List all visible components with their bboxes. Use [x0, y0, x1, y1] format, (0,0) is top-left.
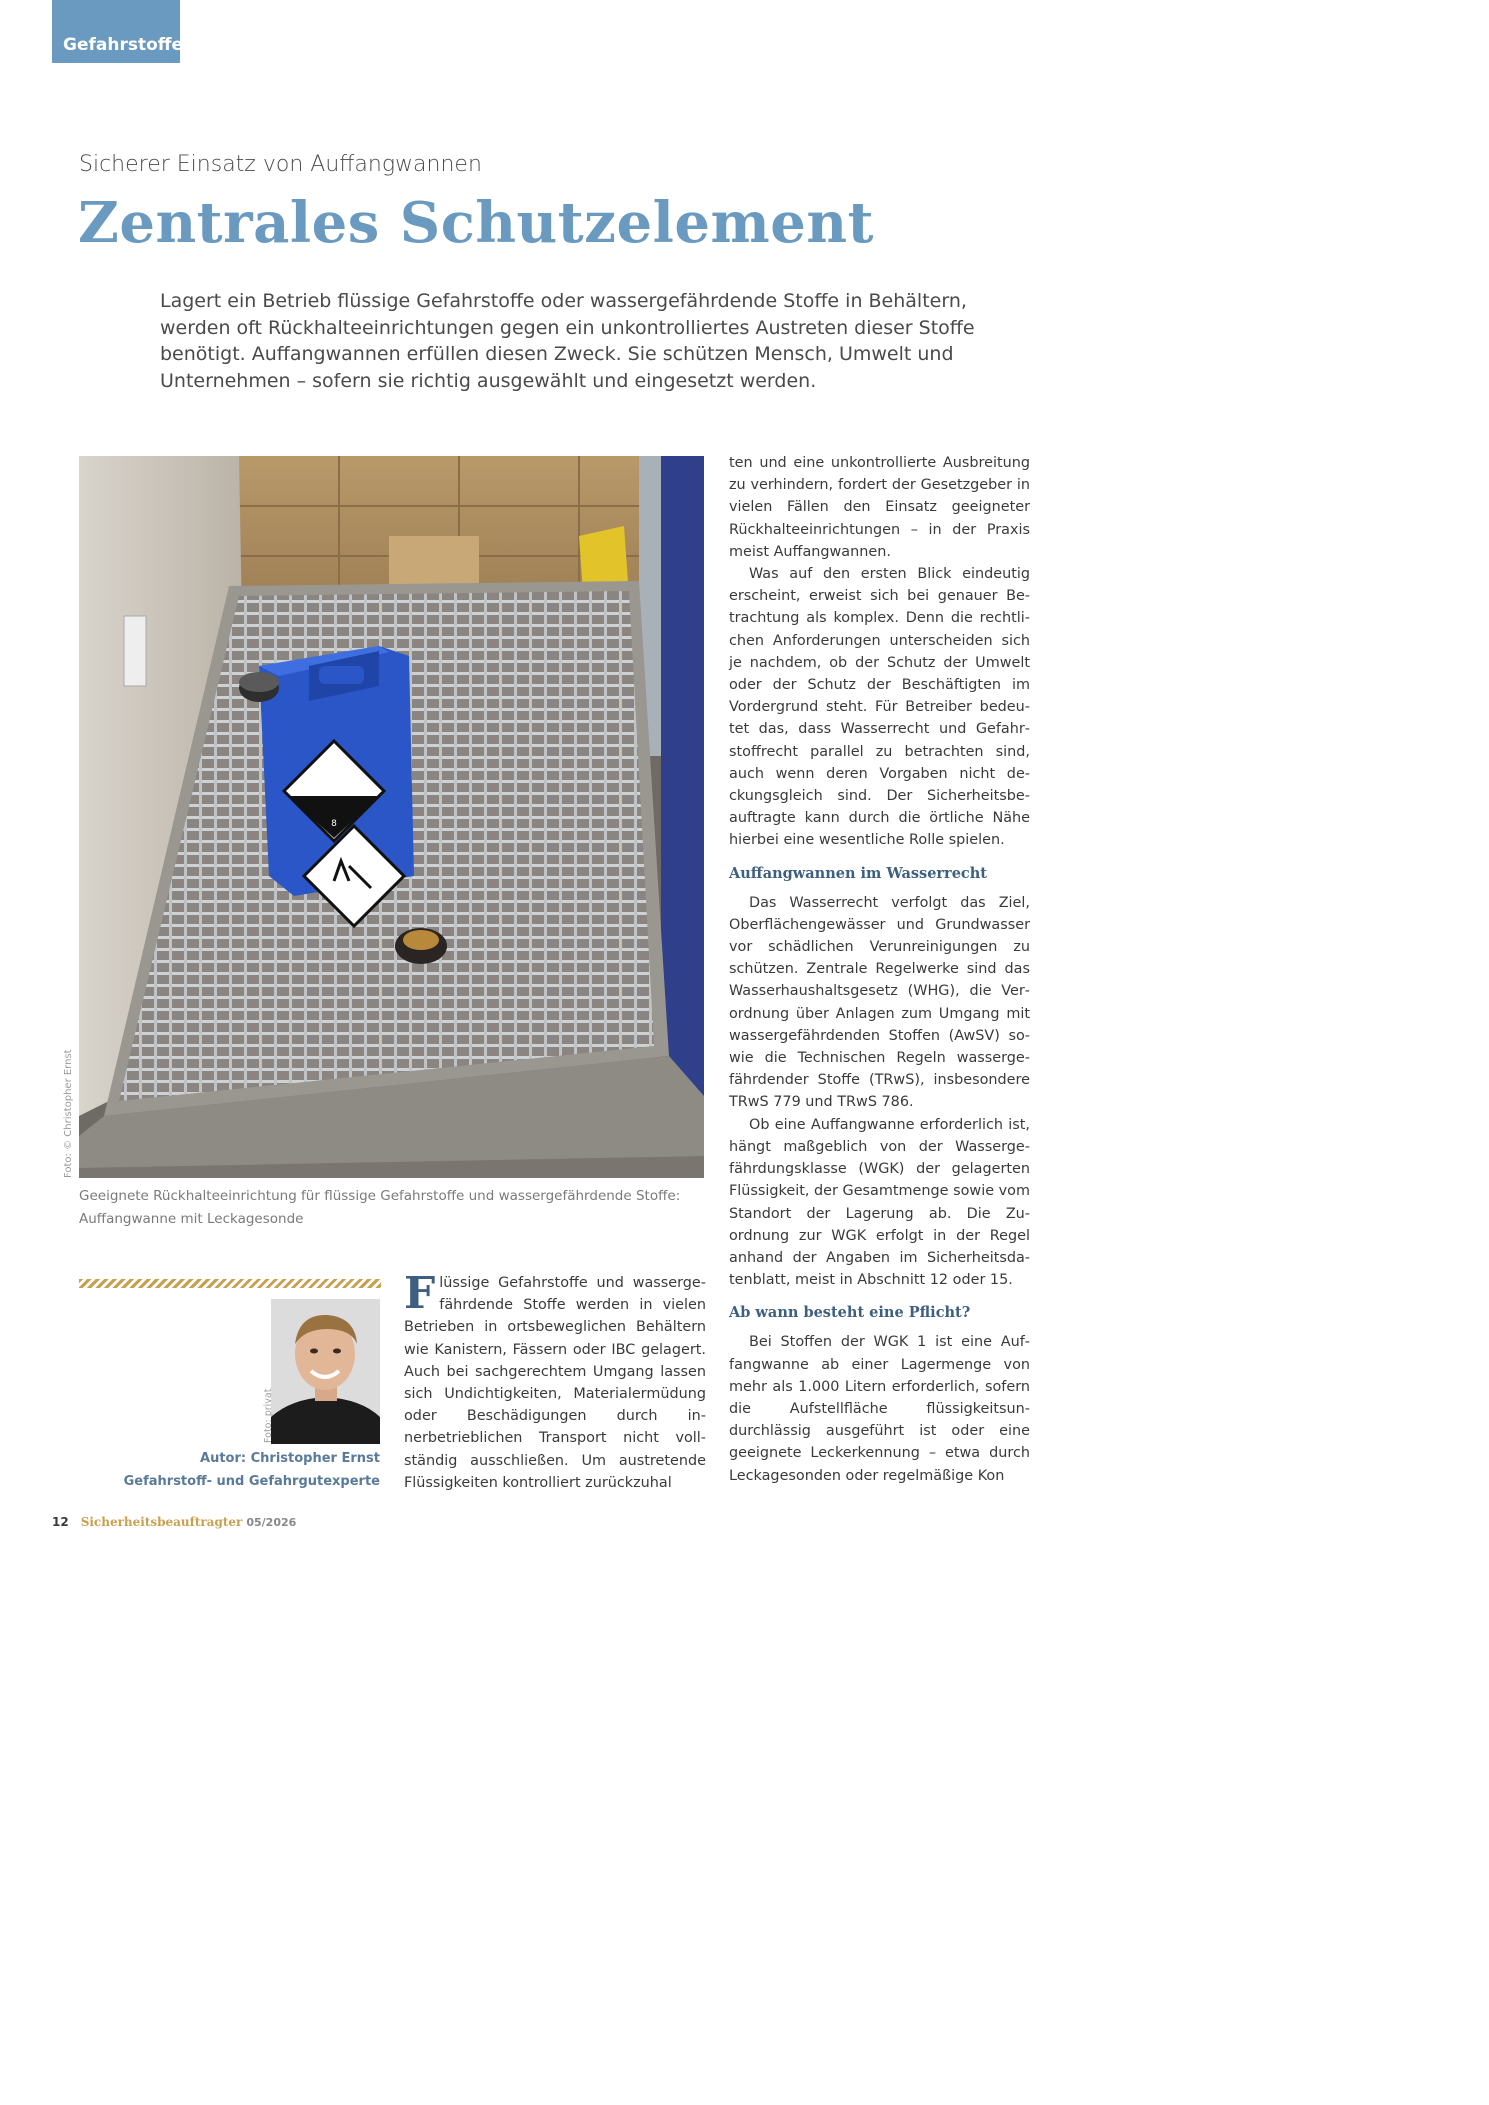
- author-divider: [79, 1279, 381, 1288]
- body-column-middle: [404, 1268, 706, 1494]
- article-headline: Zentrales Schutzelement: [78, 190, 874, 256]
- section-tab: Gefahrstoffe: [52, 0, 180, 63]
- article-kicker: Sicherer Einsatz von Auffangwannen: [79, 152, 482, 177]
- subheading-wasserrecht: Auffangwannen im Wasserrecht: [729, 864, 987, 882]
- hazard-number: 8: [331, 819, 337, 829]
- article-photo: [79, 456, 704, 1178]
- page-number: 12: [52, 1515, 69, 1529]
- magazine-name: Sicherheitsbeauftragter: [80, 1515, 243, 1529]
- photo-credit: Foto: © Christopher Ernst: [63, 1049, 74, 1178]
- author-portrait: [271, 1299, 380, 1444]
- author-name: Autor: Christopher Ernst: [200, 1451, 380, 1466]
- page-footer: [52, 1515, 296, 1529]
- photo-caption: Geeignete Rückhalteeinrichtung für flüssige Gefahrstoffe und wassergefährdende Stoffe: Auffangwanne mit Leckagesonde: [79, 1188, 681, 1227]
- author-photo-credit: Foto: privat: [263, 1388, 274, 1443]
- dropcap: F: [404, 1268, 436, 1319]
- intro-paragraph: [404, 1268, 706, 1494]
- spill-pallet-illustration: [79, 456, 704, 1178]
- subheading-pflicht: Ab wann besteht eine Pflicht?: [729, 1304, 971, 1322]
- article-lead: Lagert ein Betrieb flüssige Gefahrstoffe oder wassergefährdende Stoffe in Behältern, werden oft Rückhalteeinrichtungen gegen ein unkontrolliertes Austreten dieser Stoffe benötigt. Auffangwannen erfüllen diesen Zweck. Sie schützen Mensch, Umwelt und Unternehmen – sofern sie richtig ausgewählt und eingesetzt werden.: [160, 290, 975, 392]
- paragraph-3: Das Wasserrecht verfolgt das Ziel, Oberflächengewässer und Grundwasser vor schädlichen Verunreinigungen zu schützen. Zentrale Regelwerke sind das Wasserhaushaltsgesetz (WHG), die Verordnung über Anlagen zum Umgang mit wassergefährdenden Stoffen (AwSV) sowie die Technischen Regeln wassergefährdender Stoffe (TRwS), insbesondere TRwS 779 und TRwS 786.: [729, 894, 1030, 1111]
- intro-text: lüssige Gefahrstoffe und wassergefährdende Stoffe werden in vielen Betrieben in ortsbeweglichen Behältern wie Kanistern, Fässern oder IBC gelagert. Auch bei sachgerechtem Umgang lassen sich Undichtigkeiten, Materialermüdung oder Beschädigungen durch innerbetrieblichen Transport nicht vollständig ausschließen. Um austretende Flüssigkeiten kontrolliert zurückzuhal: [404, 1275, 706, 1491]
- paragraph-continued: ten und eine unkontrollierte Ausbreitung zu verhindern, fordert der Gesetzgeber in vielen Fällen den Einsatz geeigneter Rückhalteeinrichtungen – in der Praxis meist Auffangwannen.: [729, 455, 1030, 560]
- issue-number: 05/2026: [246, 1516, 297, 1529]
- paragraph-4: Ob eine Auffangwanne erforderlich ist, hängt maßgeblich von der Wassergefährdungsklasse (WGK) der gelagerten Flüssigkeit, der Gesamtmenge sowie vom Standort der Lagerung ab. Die Zuordnung zur WGK erfolgt in der Regel anhand der Angaben im Sicherheitsdatenblatt, meist in Abschnitt 12 oder 15.: [729, 1116, 1030, 1289]
- body-column-right: [729, 452, 1030, 1487]
- paragraph-2: Was auf den ersten Blick eindeutig erscheint, erweist sich bei genauer Betrachtung als komplex. Denn die rechtlichen Anforderungen unterscheiden sich je nachdem, ob der Schutz der Umwelt oder der Schutz der Beschäftigten im Vordergrund steht. Für Betreiber bedeutet das, dass Wasserrecht und Gefahrstoffrecht parallel zu betrachten sind, auch wenn deren Vorgaben nicht deckungsgleich sind. Der Sicherheitsbeauftragte kann durch die örtliche Nähe hierbei eine wesentliche Rolle spielen.: [729, 566, 1030, 849]
- paragraph-5: Bei Stoffen der WGK 1 ist eine Auffangwanne ab einer Lagermenge von mehr als 1.000 Litern erforderlich, sofern die Aufstellfläche flüssigkeitsundurchlässig ausgeführt ist oder eine geeignete Leckerkennung – etwa durch Leckagesonden oder regelmäßige Kon: [729, 1334, 1030, 1484]
- author-role: Gefahrstoff- und Gefahrgutexperte: [123, 1474, 380, 1489]
